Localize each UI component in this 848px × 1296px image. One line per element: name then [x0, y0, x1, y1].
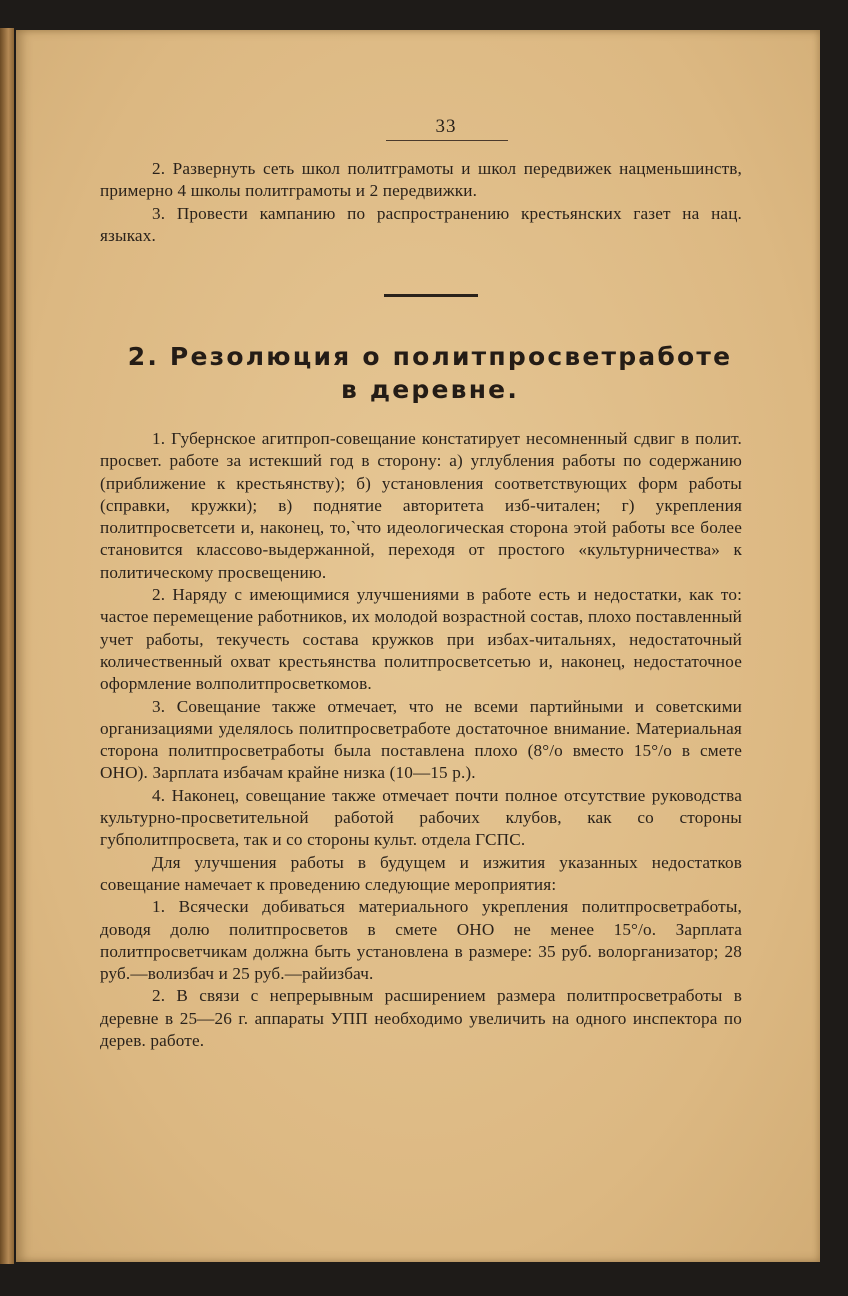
section-heading-line: в деревне. [340, 375, 520, 404]
page-number: 33 [435, 116, 457, 137]
paragraph: 1. Губернское агитпроп-совещание констатирует несомненный сдвиг в полит. просвет. работе за истекший год в сторону: а) углубления работы по содержанию (приближение к крестьянству); б) установления соответствующих форм работы (справки, кружки); в) поднятие авторитета изб-читален; г) укрепления политпросветсети и, наконец, то,`что идеологическая сторона этой работы все более становится классово-выдержанной, переходя от простого «культурничества» к политическому просвещению. [100, 429, 742, 582]
paragraph: 3. Совещание также отмечает, что не всеми партийными и советскими организациями уделялось политпросветработе достаточное внимание. Материальная сторона политпросветработы была поставлена плохо (8°/o вместо 15°/o в смете ОНО). Зарплата избачам крайне низка (10—15 р.). [100, 696, 742, 783]
section-heading-line: 2. Резолюция о политпросветработе [127, 342, 733, 371]
paragraph: 3. Провести кампанию по распространению крестьянских газет на нац. языках. [100, 203, 742, 245]
paragraph: 2. Наряду с имеющимися улучшениями в работе есть и недостатки, как то: частое перемещение работников, их молодой возрастной состав, плохо поставленный учет работы, текучесть состава кружков при избах-читальнях, недостаточный количественный охват крестьянства политпросветсетью и, наконец, недостаточное оформление волполитпросветкомов. [100, 585, 742, 694]
section-divider [384, 294, 478, 297]
paragraph: 1. Всячески добиваться материального укрепления политпросветработы, доводя долю политпросветов в смете ОНО не менее 15°/o. Зарплата политпросветчикам должна быть установлена в размере: 35 руб. волорганизатор; 28 руб.—волизбач и 25 руб.—райизбач. [100, 897, 742, 984]
book-spine-edge [0, 28, 14, 1264]
paragraph: Для улучшения работы в будущем и изжития указанных недостатков совещание намечает к проведению следующие мероприятия: [100, 852, 742, 894]
intro-text [100, 158, 742, 247]
page-number-rule [386, 140, 508, 141]
book-page [16, 30, 820, 1262]
section-heading [100, 340, 760, 406]
resolution-body [100, 428, 742, 1052]
paragraph: 2. Развернуть сеть школ политграмоты и школ передвижек нацменьшинств, примерно 4 школы политграмоты и 2 передвижки. [100, 159, 742, 201]
paragraph: 4. Наконец, совещание также отмечает почти полное отсутствие руководства культурно-просветительной работой рабочих клубов, как со стороны губполитпросвета, так и со стороны культ. отдела ГСПС. [100, 785, 742, 850]
paragraph: 2. В связи с непрерывным расширением размера политпросветработы в деревне в 25—26 г. аппараты УПП необходимо увеличить на одного инспектора по дерев. работе. [100, 986, 742, 1051]
